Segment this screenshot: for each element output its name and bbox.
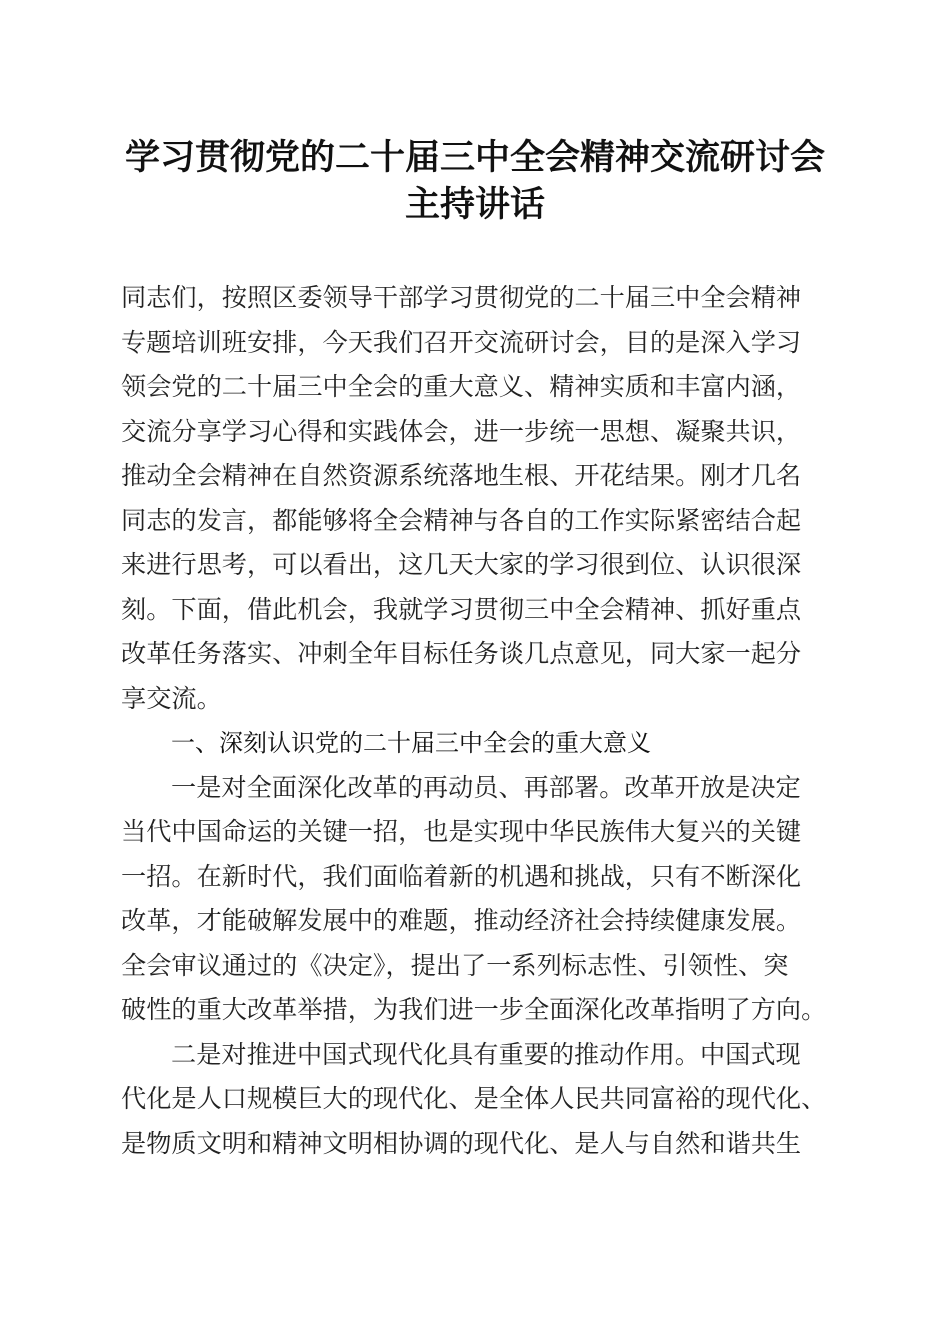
paragraph-line: 改革，才能破解发展中的难题，推动经济社会持续健康发展。 bbox=[121, 906, 802, 935]
document-title-line-1: 学习贯彻党的二十届三中全会精神交流研讨会 bbox=[124, 137, 825, 178]
paragraph-line: 二是对推进中国式现代化具有重要的推动作用。中国式现 bbox=[171, 1039, 801, 1069]
paragraph-line: 同志们，按照区委领导干部学习贯彻党的二十届三中全会精神 bbox=[121, 283, 802, 312]
paragraph-line: 来进行思考，可以看出，这几天大家的学习很到位、认识很深 bbox=[121, 550, 802, 579]
document-body bbox=[121, 276, 841, 1166]
paragraph-line: 一是对全面深化改革的再动员、再部署。改革开放是决定 bbox=[171, 772, 801, 802]
paragraph-line: 刻。下面，借此机会，我就学习贯彻三中全会精神、抓好重点 bbox=[121, 594, 802, 624]
paragraph-line: 推动全会精神在自然资源系统落地生根、开花结果。刚才几名 bbox=[121, 461, 802, 490]
paragraph-line: 是物质文明和精神文明相协调的现代化、是人与自然和谐共生 bbox=[121, 1128, 802, 1158]
paragraph-line: 改革任务落实、冲刺全年目标任务谈几点意见，同大家一起分 bbox=[121, 639, 802, 668]
document-title-line-2: 主持讲话 bbox=[404, 184, 545, 225]
paragraph-line: 领会党的二十届三中全会的重大意义、精神实质和丰富内涵， bbox=[121, 372, 802, 401]
paragraph-line: 一招。在新时代，我们面临着新的机遇和挑战，只有不断深化 bbox=[121, 861, 802, 891]
paragraph-line: 专题培训班安排，今天我们召开交流研讨会，目的是深入学习 bbox=[121, 327, 802, 357]
paragraph-line: 破性的重大改革举措，为我们进一步全面深化改革指明了方向。 bbox=[121, 995, 827, 1024]
section-heading: 一、深刻认识党的二十届三中全会的重大意义 bbox=[171, 729, 651, 757]
paragraph-line: 代化是人口规模巨大的现代化、是全体人民共同富裕的现代化、 bbox=[121, 1084, 827, 1113]
paragraph-line: 交流分享学习心得和实践体会，进一步统一思想、凝聚共识， bbox=[121, 416, 802, 446]
paragraph-line: 享交流。 bbox=[121, 683, 222, 713]
paragraph-line: 全会审议通过的《决定》，提出了一系列标志性、引领性、突 bbox=[121, 950, 789, 980]
paragraph-line: 同志的发言，都能够将全会精神与各自的工作实际紧密结合起 bbox=[121, 505, 802, 535]
paragraph-line: 当代中国命运的关键一招，也是实现中华民族伟大复兴的关键 bbox=[121, 817, 802, 846]
